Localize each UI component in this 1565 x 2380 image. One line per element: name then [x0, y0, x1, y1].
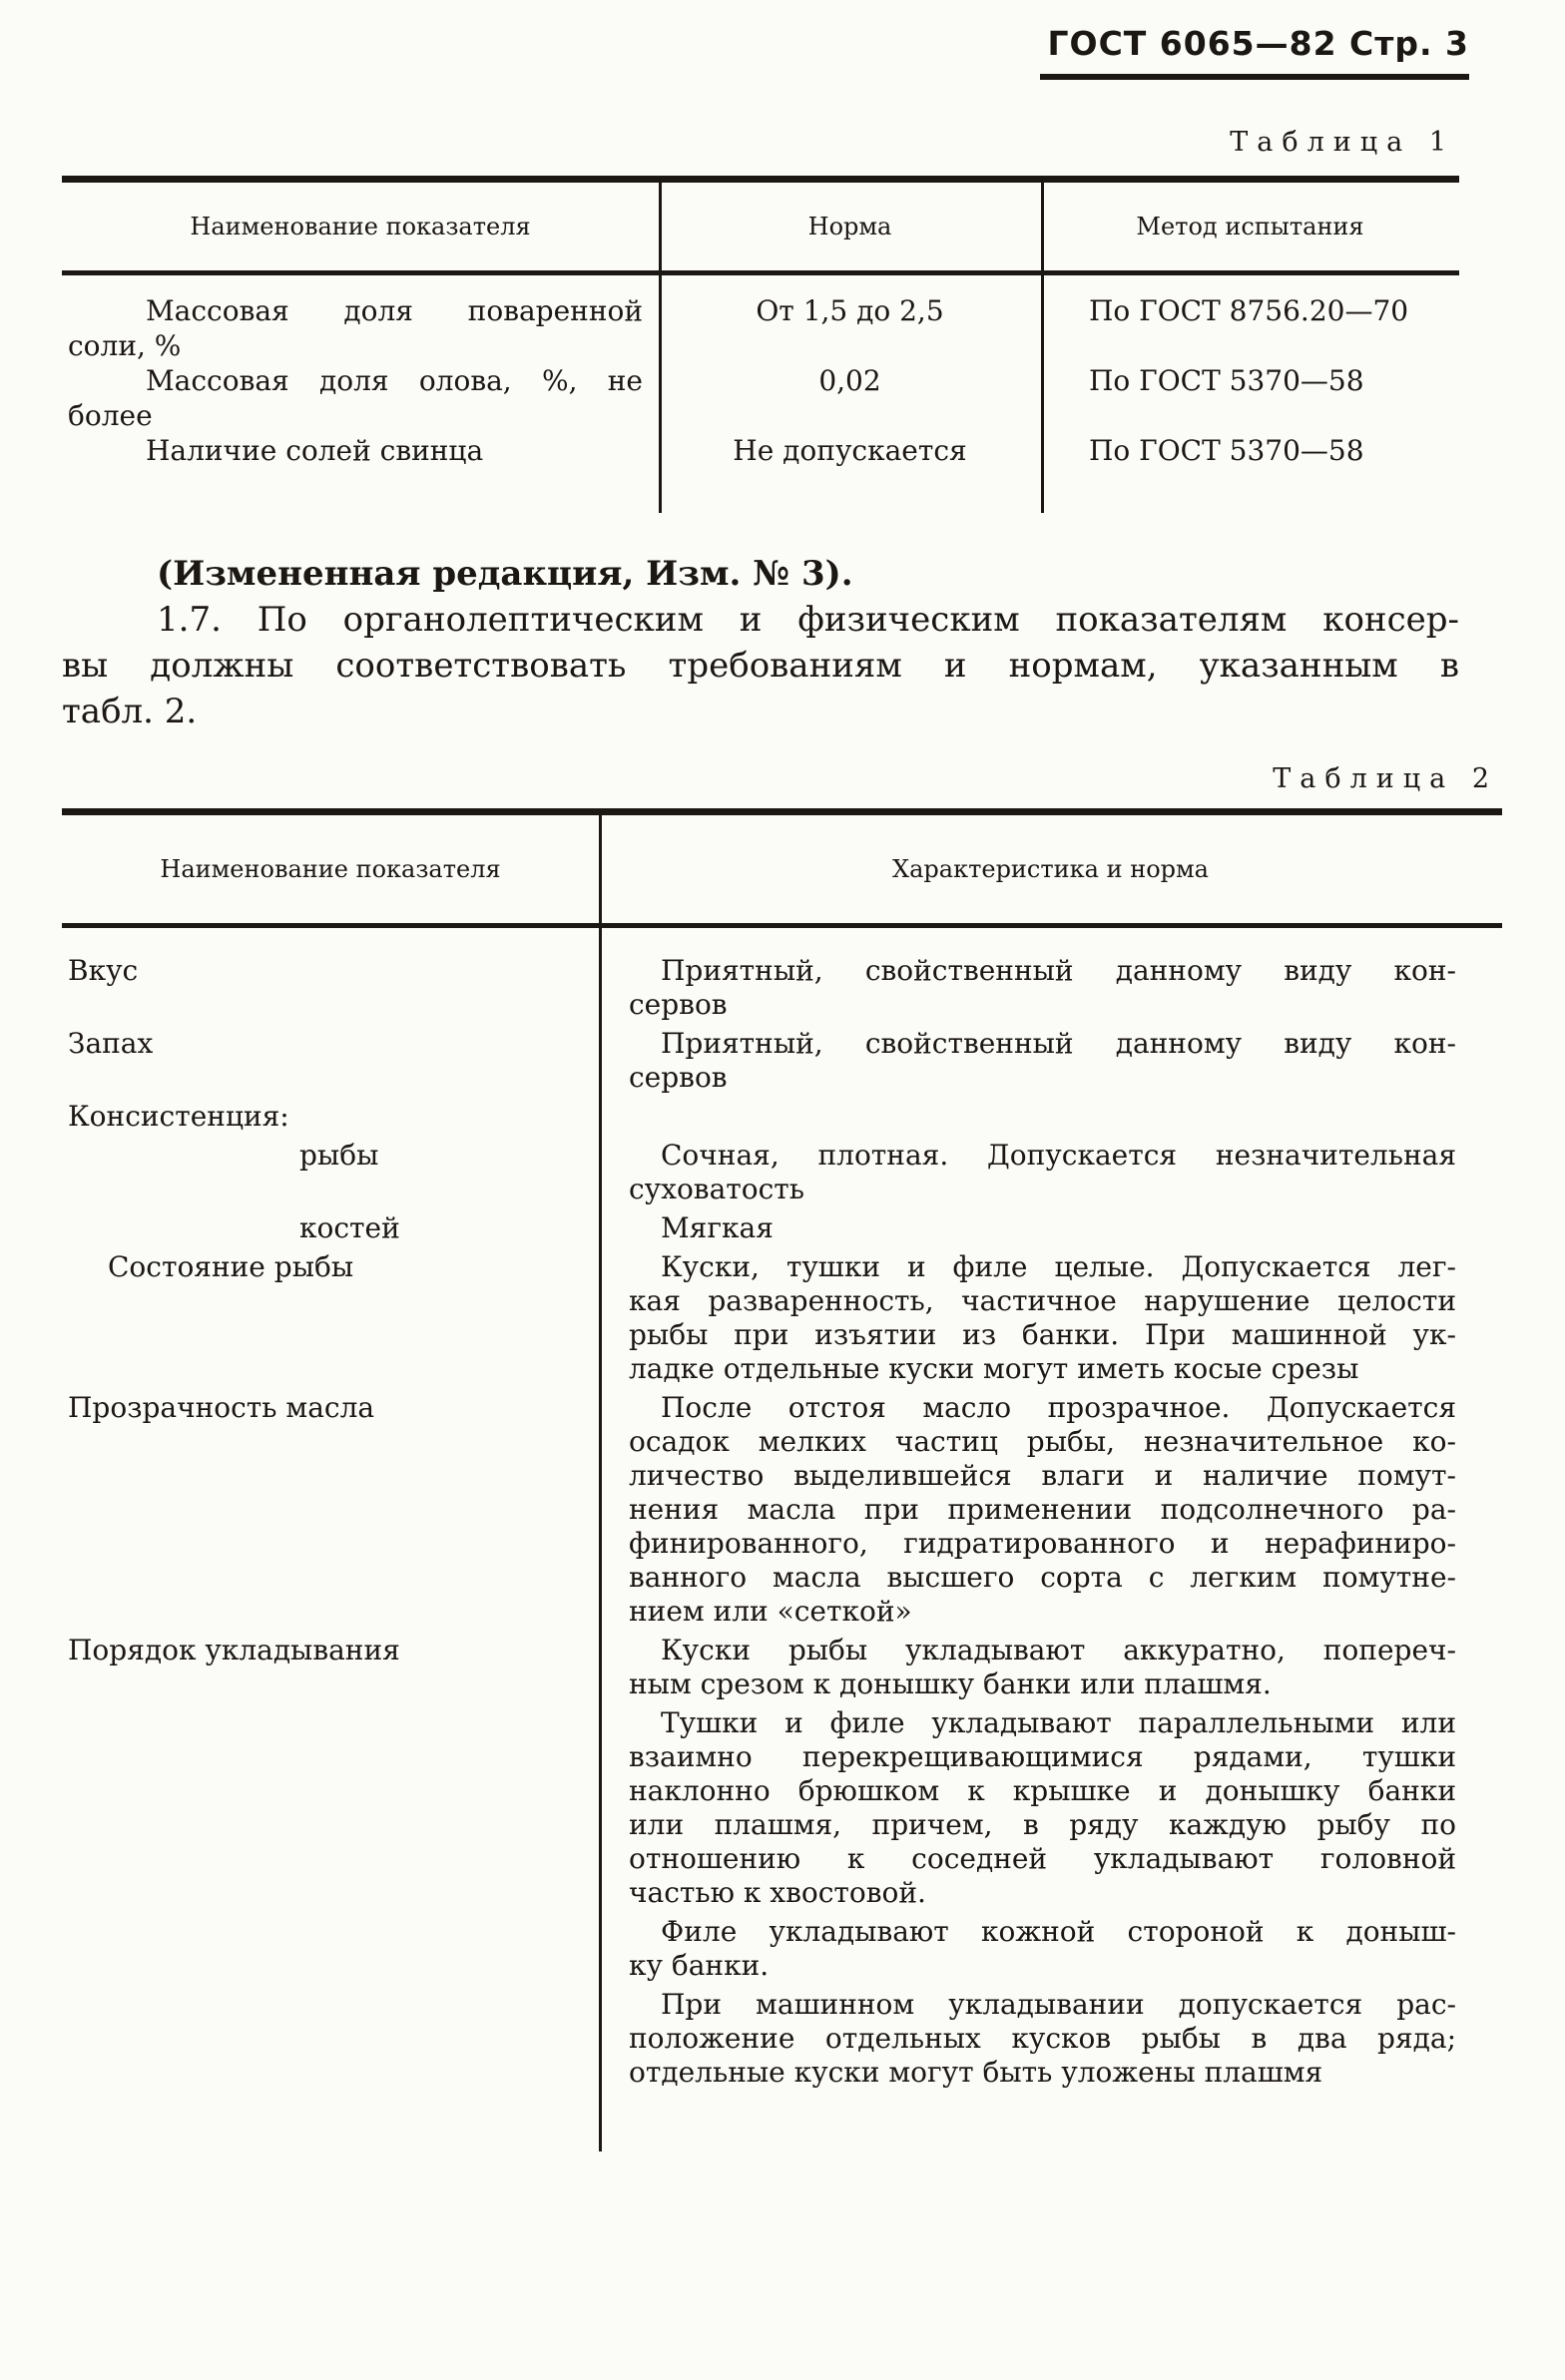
table1-label: Таблица 1: [1230, 127, 1455, 158]
text-line: нием или «сеткой»: [629, 1595, 912, 1628]
value-paragraph: [629, 1027, 1456, 1095]
value-paragraph: [629, 1706, 1456, 1910]
text-line: отдельные куски могут быть уложены плашмя: [629, 2056, 1323, 2089]
table2-cell-value: [599, 1391, 1502, 1629]
text-line: или плашмя, причем, в ряду каждую рыбу по: [629, 1808, 1456, 1841]
text-line: После отстоя масло прозрачное. Допускается: [661, 1391, 1456, 1424]
value-paragraph: [629, 1915, 1456, 1983]
table2-col-header-name: Наименование показателя: [160, 855, 501, 883]
table-row: [62, 1100, 1502, 1134]
text-line: Массовая доля поваренной: [146, 294, 643, 327]
text-line: более: [68, 399, 153, 432]
text-line: соли, %: [68, 329, 182, 362]
table2-body: [62, 928, 1502, 2151]
table1-cell-norm: 0,02: [818, 364, 881, 397]
table1: [62, 176, 1459, 513]
clause-section: [62, 551, 1459, 734]
table2-cell-value: [599, 1100, 1502, 1134]
table-row: [62, 433, 1459, 468]
table2-cell-name: Состояние рыбы: [108, 1250, 354, 1283]
table2-cell-name: Запах: [68, 1027, 154, 1060]
table2-cell-name: Вкус: [68, 954, 139, 987]
table2: [62, 808, 1502, 2151]
table1-divider-1: [659, 176, 662, 513]
text-line: кая разваренность, частичное нарушение целости: [629, 1284, 1456, 1317]
text-line: табл. 2.: [62, 692, 198, 731]
table2-cell-name: костей: [299, 1211, 400, 1244]
table2-cell-name: Порядок укладывания: [68, 1634, 400, 1666]
table1-cell-method: По ГОСТ 5370—58: [1089, 364, 1364, 397]
table-row: [62, 1391, 1502, 1629]
text-line: Куски, тушки и филе целые. Допускается лег-: [661, 1250, 1456, 1283]
amendment-note: [62, 551, 1459, 597]
value-paragraph: [629, 1634, 1456, 1701]
table2-cell-value: [599, 1139, 1502, 1206]
value-paragraph: [629, 1211, 1456, 1245]
text-line: 1.7. По органолептическим и физическим показателям консер-: [157, 600, 1459, 640]
table2-cell-value: [599, 1027, 1502, 1095]
table2-cell-value: [599, 1634, 1502, 2090]
table1-col-header-name: Наименование показателя: [190, 213, 531, 240]
text-line: финированного, гидратированного и нерафиниро-: [629, 1527, 1456, 1560]
table2-label: Таблица 2: [1273, 763, 1498, 794]
value-paragraph: [629, 954, 1456, 1022]
table1-col-header-method: Метод испытания: [1136, 213, 1364, 240]
text-line: Куски рыбы укладывают аккуратно, попереч-: [661, 1634, 1456, 1666]
text-line: осадок мелких частиц рыбы, незначительное ко-: [629, 1425, 1456, 1458]
table2-cell-value: [599, 1211, 1502, 1245]
value-paragraph: [629, 1391, 1456, 1629]
value-paragraph: [629, 1250, 1456, 1386]
table1-col-header-norm: Норма: [807, 213, 892, 240]
text-line: ку банки.: [629, 1949, 770, 1982]
table1-cell-name: [62, 293, 659, 363]
clause-1-7: [62, 597, 1459, 734]
table1-cell-name: [62, 363, 659, 433]
table1-cell-norm: От 1,5 до 2,5: [756, 294, 944, 327]
text-line: наклонно брюшком к крышке и донышку банки: [629, 1774, 1456, 1807]
text-line: личество выделившейся влаги и наличие помут-: [629, 1459, 1456, 1492]
text-line: ладке отдельные куски могут иметь косые срезы: [629, 1352, 1359, 1385]
table1-body: [62, 275, 1459, 513]
text-line: рыбы при изъятии из банки. При машинной ук-: [629, 1318, 1456, 1351]
table-row: [62, 363, 1459, 433]
text-line: (Измененная редакция, Изм. № 3).: [157, 554, 853, 594]
text-line: сервов: [629, 1061, 728, 1094]
table2-cell-value: [599, 954, 1502, 1022]
table2-header-row: [62, 815, 1502, 923]
table1-top-rule: [62, 176, 1459, 183]
table1-cell-norm: Не допускается: [733, 434, 967, 467]
text-line: суховатость: [629, 1173, 805, 1205]
text-line: Массовая доля олова, %, не: [146, 364, 643, 397]
text-line: взаимно перекрещивающимися рядами, тушки: [629, 1740, 1456, 1773]
table-row: [62, 954, 1502, 1022]
page-header: ГОСТ 6065—82 Стр. 3: [1047, 24, 1469, 63]
table1-header-row: [62, 183, 1459, 270]
text-line: вы должны соответствовать требованиям и нормам, указанным в: [62, 646, 1459, 686]
table-row: [62, 1634, 1502, 2090]
table2-col-header-value: Характеристика и норма: [892, 855, 1209, 883]
table2-cell-value: [599, 1250, 1502, 1386]
table-row: [62, 293, 1459, 363]
table1-cell-name: [62, 433, 659, 468]
table2-divider: [599, 808, 602, 2151]
table-row: [62, 1250, 1502, 1386]
table1-divider-2: [1041, 176, 1044, 513]
table2-cell-name: Консистенция:: [68, 1100, 289, 1133]
table2-top-rule: [62, 808, 1502, 815]
text-line: Приятный, свойственный данному виду кон-: [661, 1027, 1456, 1060]
text-line: При машинном укладывании допускается рас-: [661, 1988, 1456, 2021]
text-line: ванного масла высшего сорта с легким помутне-: [629, 1561, 1456, 1594]
table-row: [62, 1211, 1502, 1245]
value-paragraph: [629, 1988, 1456, 2090]
text-line: Тушки и филе укладывают параллельными или: [661, 1706, 1456, 1739]
text-line: частью к хвостовой.: [629, 1876, 926, 1909]
text-line: ным срезом к донышку банки или плашмя.: [629, 1667, 1272, 1700]
table1-cell-method: По ГОСТ 5370—58: [1089, 434, 1364, 467]
table2-cell-name: Прозрачность масла: [68, 1391, 375, 1424]
table-row: [62, 1139, 1502, 1206]
text-line: Наличие солей свинца: [146, 434, 484, 467]
table-row: [62, 1027, 1502, 1095]
value-paragraph: [629, 1139, 1456, 1206]
text-line: Приятный, свойственный данному виду кон-: [661, 954, 1456, 987]
table2-cell-name: рыбы: [299, 1139, 379, 1172]
text-line: нения масла при применении подсолнечного ра-: [629, 1493, 1456, 1526]
page-header-rule: [1040, 74, 1469, 80]
text-line: Сочная, плотная. Допускается незначительная: [661, 1139, 1456, 1172]
text-line: положение отдельных кусков рыбы в два ряда;: [629, 2022, 1456, 2055]
text-line: Мягкая: [661, 1211, 774, 1244]
text-line: сервов: [629, 988, 728, 1021]
text-line: Филе укладывают кожной стороной к доныш-: [661, 1915, 1456, 1948]
table1-cell-method: По ГОСТ 8756.20—70: [1089, 294, 1409, 327]
text-line: отношению к соседней укладывают головной: [629, 1842, 1456, 1875]
